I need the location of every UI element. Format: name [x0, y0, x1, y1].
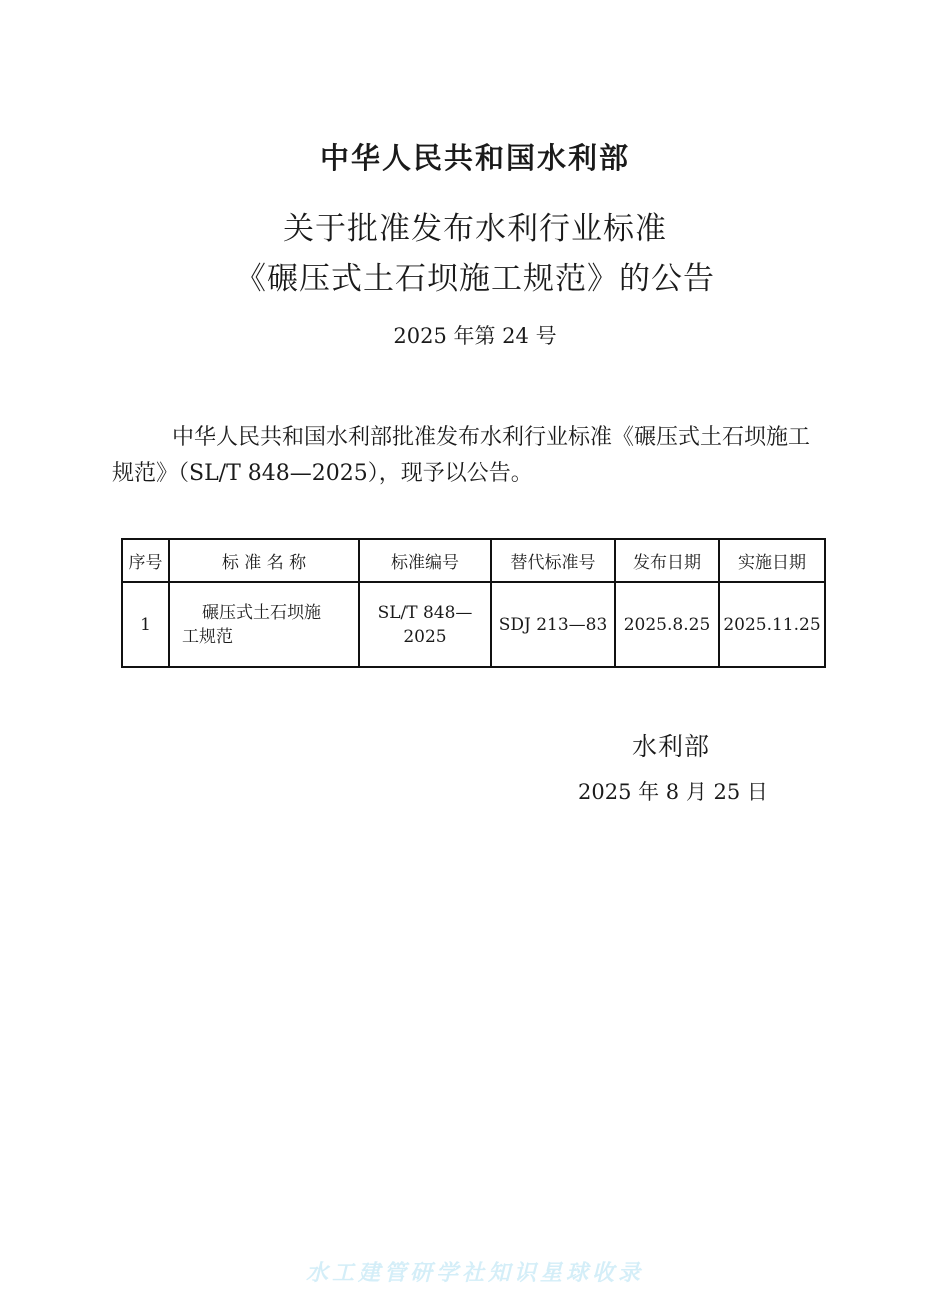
header-index: 序号: [122, 539, 169, 582]
announcement-body-paragraph: 中华人民共和国水利部批准发布水利行业标准《碾压式土石坝施工规范》（SL/T 848—2025），现予以公告。: [112, 425, 811, 486]
cell-standard-name: [169, 582, 359, 667]
signing-authority: 水利部: [632, 732, 711, 761]
cell-replaced-standard: SDJ 213—83: [491, 582, 615, 667]
standards-table: [121, 538, 826, 668]
cell-effective-date: 2025.11.25: [719, 582, 825, 667]
header-release-date: 发布日期: [615, 539, 719, 582]
cell-standard-code: [359, 582, 491, 667]
header-standard-code: 标准编号: [359, 539, 491, 582]
issuer-heading: 中华人民共和国水利部: [319, 141, 630, 175]
standard-code-line2: 2025: [403, 626, 447, 647]
watermark-text: 水工建管研学社知识星球收录: [305, 1260, 644, 1286]
announcement-title-line2: 《碾压式土石坝施工规范》的公告: [235, 261, 715, 297]
table-header-row: [122, 539, 825, 582]
header-effective-date: 实施日期: [719, 539, 825, 582]
signing-date: 2025 年 8 月 25 日: [578, 780, 768, 804]
table-row: [122, 582, 825, 667]
cell-index: 1: [122, 582, 169, 667]
header-replaced-standard: 替代标准号: [491, 539, 615, 582]
standard-name-line1: 碾压式土石坝施: [202, 602, 321, 623]
header-standard-name: 标 准 名 称: [169, 539, 359, 582]
standard-name-line2: 工规范: [182, 626, 233, 647]
announcement-title-line1: 关于批准发布水利行业标准: [283, 211, 667, 247]
cell-release-date: 2025.8.25: [615, 582, 719, 667]
document-number: 2025 年第 24 号: [393, 324, 557, 348]
standard-code-line1: SL/T 848—: [377, 602, 473, 623]
